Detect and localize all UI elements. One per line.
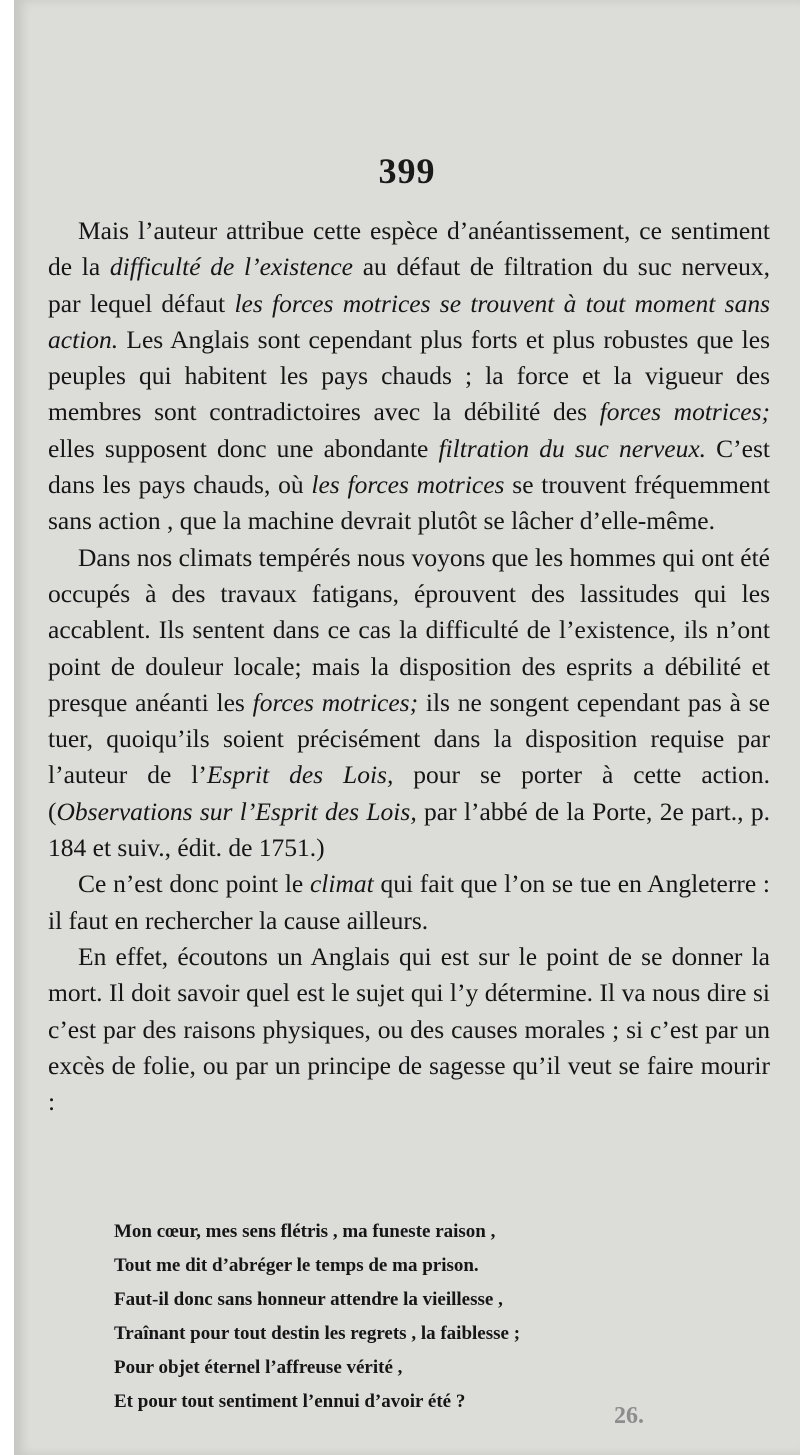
paragraph-2 xyxy=(48,540,770,867)
text-run: par l’abbé de la Porte, 2e part., p. 184 et suiv., édit. de 1751.) xyxy=(48,796,770,863)
italic-phrase: les forces motrices se trouvent à tout moment sans action. xyxy=(48,288,771,354)
verse-line: Et pour tout sentiment l’ennui d’avoir été ? xyxy=(114,1391,466,1412)
verse-line: Mon cœur, mes sens flétris , ma funeste raison , xyxy=(114,1221,496,1242)
page-number: 399 xyxy=(378,151,436,191)
italic-phrase: les forces motrices xyxy=(311,470,505,500)
paragraph-4 xyxy=(48,939,770,1120)
text-run: En effet, écoutons un Anglais qui est sur le point de se donner la mort. Il doit savoir quel est le sujet qui l’y détermine. Il va nous dire si c’est par des raisons physiques, ou des causes morales ; si c’est par un excès de folie, ou par un principe de sagesse qu’il veut se faire mourir : xyxy=(48,941,770,1117)
text-run: Les Anglais sont cependant plus forts et plus robustes que les peuples qui habitent les pays chauds ; la force et la vigueur des membres sont contradictoires avec la débilité des xyxy=(48,324,770,427)
italic-phrase: Esprit des Lois, xyxy=(206,760,394,790)
verse-line: Pour objet éternel l’affreuse vérité , xyxy=(114,1357,403,1378)
verse-line: Traînant pour tout destin les regrets , la faiblesse ; xyxy=(114,1323,521,1344)
text-run: Dans nos climats tempérés nous voyons que les hommes qui ont été occupés à des travaux fatigans, éprouvent des lassitudes qui les accablent. Ils sentent dans ce cas la difficulté de l’existence, ils n’ont point de douleur locale; mais la disposition des esprits a débilité et presque anéanti les xyxy=(48,542,770,717)
text-run: se trouvent fréquemment sans action , que la machine devrait plutôt se lâcher d’elle-même. xyxy=(48,470,770,536)
italic-phrase: climat xyxy=(309,869,374,899)
text-run: Ce n’est donc point le xyxy=(78,869,310,899)
verse-line: Faut-il donc sans honneur attendre la vieillesse , xyxy=(114,1289,503,1310)
book-page xyxy=(14,0,800,1455)
italic-phrase: forces motrices; xyxy=(599,397,770,427)
italic-phrase: filtration du suc nerveux. xyxy=(438,433,707,463)
italic-phrase: forces motrices; xyxy=(252,687,419,717)
text-run: ils ne songent cependant pas à se tuer, quoiqu’ils soient précisément dans la disposition requise par l’auteur de l’ xyxy=(48,687,770,790)
italic-phrase: Observations sur l’Esprit des Lois, xyxy=(56,796,417,826)
signature-mark: 26. xyxy=(614,1403,644,1429)
verse-quotation xyxy=(114,1215,754,1419)
text-run: Mais l’auteur attribue cette espèce d’anéantissement, ce sentiment de la xyxy=(48,216,770,282)
text-run: au défaut de filtration du suc nerveux, par lequel défaut xyxy=(48,252,770,318)
text-run: elles supposent donc une abondante xyxy=(48,433,439,463)
text-run: qui fait que l’on se tue en Angleterre : il faut en rechercher la cause ailleurs. xyxy=(48,869,770,935)
paragraph-1 xyxy=(48,213,770,540)
verse-line: Tout me dit d’abréger le temps de ma prison. xyxy=(114,1255,479,1276)
text-run: pour se porter à cette action. ( xyxy=(48,760,770,826)
text-run: C’est dans les pays chauds, où xyxy=(48,433,771,500)
body-text xyxy=(48,213,770,1120)
italic-phrase: difficulté de l’existence xyxy=(109,252,353,282)
paragraph-3 xyxy=(48,866,770,939)
